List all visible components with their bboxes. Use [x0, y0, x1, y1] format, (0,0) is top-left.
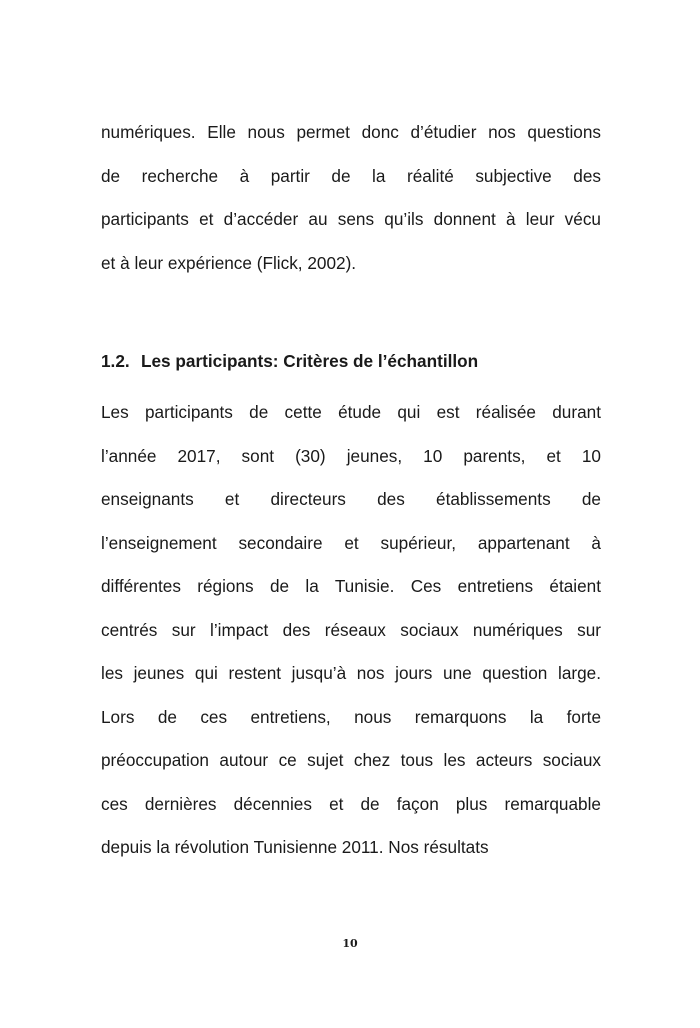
paragraph-line: les jeunes qui restent jusqu’à nos jours une question large.	[101, 663, 601, 683]
paragraph-line: de recherche à partir de la réalité subjective des	[101, 166, 601, 186]
paragraph-line: préoccupation autour ce sujet chez tous les acteurs sociaux	[101, 750, 601, 770]
paragraph-line: enseignants et directeurs des établissements de	[101, 489, 601, 509]
paragraph-line: Lors de ces entretiens, nous remarquons la forte	[101, 707, 601, 727]
paragraph-line: différentes régions de la Tunisie. Ces entretiens étaient	[101, 576, 601, 596]
paragraph-line: ces dernières décennies et de façon plus remarquable	[101, 794, 601, 814]
paragraph-line: participants et d’accéder au sens qu’ils donnent à leur vécu	[101, 209, 601, 229]
paragraph-line: et à leur expérience (Flick, 2002).	[101, 253, 357, 273]
paragraph-line: l’année 2017, sont (30) jeunes, 10 parents, et 10	[101, 446, 601, 466]
page-number: 10	[342, 937, 358, 950]
section-title: Les participants: Critères de l’échantillon	[141, 351, 479, 371]
paragraph-line: centrés sur l’impact des réseaux sociaux numériques sur	[101, 620, 601, 640]
paragraph-line: l’enseignement secondaire et supérieur, appartenant à	[101, 533, 601, 553]
section-number: 1.2.	[101, 351, 130, 371]
section-heading	[101, 351, 478, 371]
paragraph-line: numériques. Elle nous permet donc d’étudier nos questions	[101, 122, 601, 142]
paragraph-line: depuis la révolution Tunisienne 2011. Nos résultats	[101, 837, 489, 857]
paragraph-line: Les participants de cette étude qui est réalisée durant	[101, 402, 601, 422]
